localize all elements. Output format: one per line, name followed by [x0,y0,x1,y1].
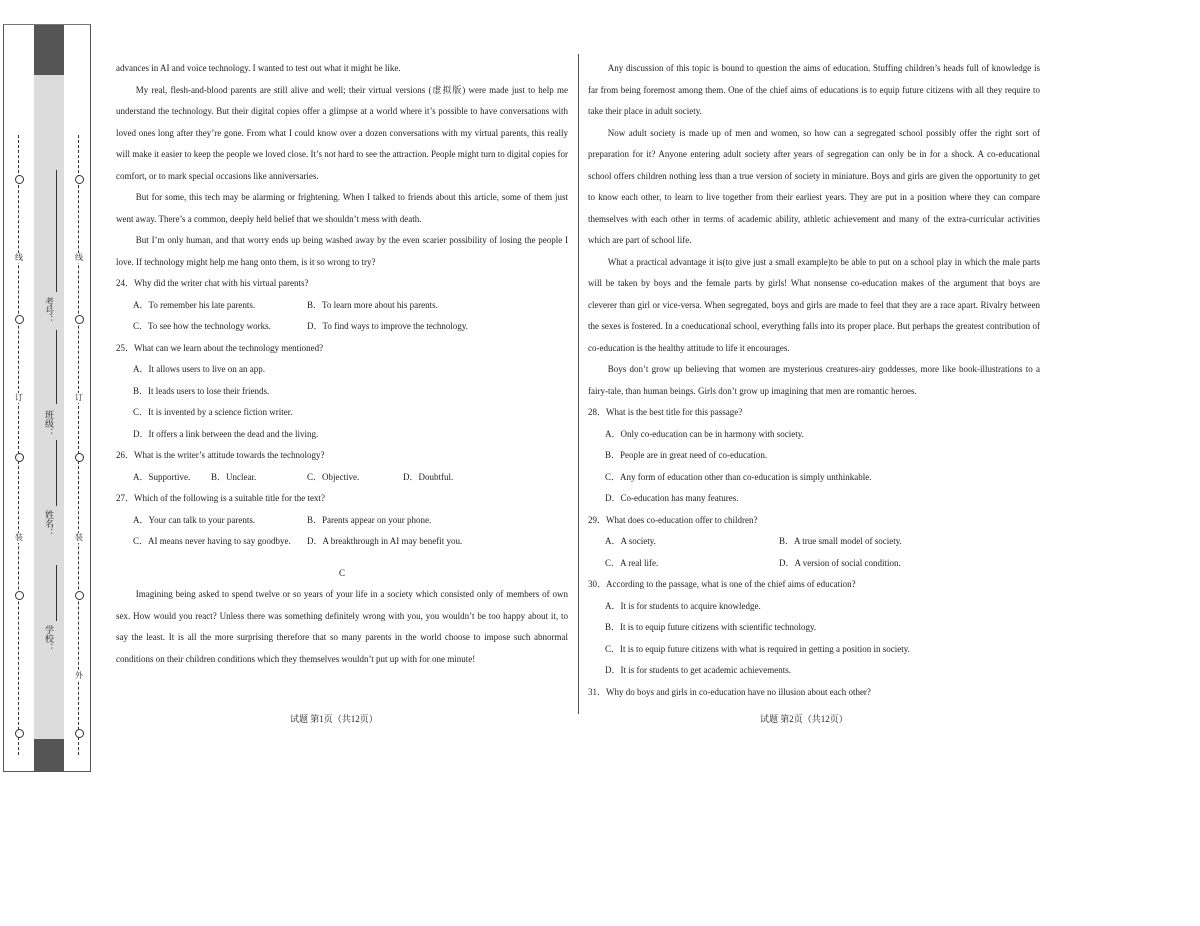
field-name-label: 姓名： [43,510,53,537]
option-row [588,553,1040,575]
binding-gray-band [34,25,64,771]
option-a[interactable]: A．A society. [605,536,656,546]
question-stem: 28．What is the best title for this passage? [588,407,743,417]
option-a[interactable]: A．It is for students to acquire knowledge. [605,600,761,611]
cut-mark [15,591,24,600]
page-footer-right: 试题 第2页（共12页） [760,714,848,724]
question-stem: 27．Which of the following is a suitable title for the text? [116,493,325,503]
option-d[interactable]: D．A breakthrough in AI may benefit you. [307,536,463,546]
cut-mark [75,453,84,462]
passage-paragraph: Boys don’t grow up believing that women are mysterious creatures-airy goddesses, more like book-illustrations to a fairy-tale, than human beings. Girls don’t grow up imagining that men are romantic heroes. [588,364,1040,396]
option-d[interactable]: D．Doubtful. [403,471,454,482]
cut-mark [75,591,84,600]
passage-paragraph: But I’m only human, and that worry ends up being washed away by the even scarier possibility of losing the people I love. If technology might help me hang onto them, is it so wrong to try? [116,235,568,267]
cut-mark: 订 [15,393,23,402]
option-c[interactable]: C．A real life. [605,557,659,568]
field-class-line [56,330,57,404]
option-b[interactable]: B．It leads users to lose their friends. [133,385,270,396]
cut-mark: 线 [75,253,83,262]
option-b[interactable]: B．People are in great need of co-education. [605,450,768,460]
cut-mark [15,729,24,738]
option-row [116,531,568,553]
cut-mark: 装 [75,533,83,542]
cut-mark: 订 [75,393,83,402]
cut-mark: 装 [15,533,23,542]
cut-mark [15,453,24,462]
question-stem: 31．Why do boys and girls in co-education have no illusion about each other? [588,686,871,697]
field-id-line [56,170,57,292]
question-stem: 24．Why did the writer chat with his virtual parents? [116,278,309,288]
option-row [588,531,1040,553]
field-class-label: 班级： [43,410,53,437]
passage-paragraph: Any discussion of this topic is bound to question the aims of education. Stuffing children’s heads full of knowledge is far from being foremost among them. One of the chief aims of educations is to equip future citizens with all they require to take their place in adult society. [588,63,1040,116]
option-b[interactable]: B．To learn more about his parents. [307,299,438,310]
column-divider [578,54,579,714]
option-d[interactable]: D．It offers a link between the dead and the living. [133,428,319,439]
cut-mark: 外 [75,671,83,680]
option-row [116,316,568,338]
passage-paragraph: My real, flesh-and-blood parents are still alive and well; their virtual versions (虚拟版) were made just to help me understand the technology. But their digital copies offer a glimpse at a world where it’s possible to have conversations with loved ones long after they’re gone. From what I could know over a dozen conversations with my virtual parents, this really will make it easier to keep the people we loved close. It’s not hard to see the attraction. People might turn to digital copies for comfort, or to mark special occasions like anniversaries. [116,84,568,181]
passage-paragraph: Imagining being asked to spend twelve or so years of your life in a society which consisted only of members of own sex. How would you react? Unless there was something definitely wrong with you, you wouldn’t be too happy about it, to say the least. It is all the more surprising therefore that so many parents in the world choose to impose such abnormal conditions on their children conditions which they themselves wouldn’t put up with for one minute! [116,589,568,664]
cut-mark [75,315,84,324]
option-a[interactable]: A．Your can talk to your parents. [133,514,256,525]
question-stem: 29．What does co-education offer to children? [588,514,758,525]
option-a[interactable]: A．Supportive. [133,471,191,482]
option-row [116,467,568,489]
option-b[interactable]: B．It is to equip future citizens with scientific technology. [605,622,817,632]
option-a[interactable]: A．It allows users to live on an app. [133,364,265,374]
option-b[interactable]: B．Unclear. [211,471,257,482]
field-school-line [56,565,57,621]
right-column [588,58,1040,703]
question-stem: 26．What is the writer’s attitude towards the technology? [116,450,325,460]
option-d[interactable]: D．Co-education has many features. [605,493,739,503]
option-d[interactable]: D．A version of social condition. [779,557,901,568]
option-a[interactable]: A．To remember his late parents. [133,299,256,310]
field-name-line [56,440,57,506]
passage-paragraph: advances in AI and voice technology. I wanted to test out what it might be like. [116,63,401,73]
question-stem: 30．According to the passage, what is one of the chief aims of education? [588,579,856,589]
option-c[interactable]: C．It is to equip future citizens with what is required in getting a position in society. [605,643,910,654]
option-c[interactable]: C．It is invented by a science fiction writer. [133,407,293,417]
passage-paragraph: But for some, this tech may be alarming or frightening. When I talked to friends about this article, some of them just went away. There’s a common, deeply held belief that we shouldn’t mess with death. [116,192,568,224]
option-c[interactable]: C．To see how the technology works. [133,321,271,331]
option-d[interactable]: D．It is for students to get academic achievements. [605,665,791,675]
option-b[interactable]: B．Parents appear on your phone. [307,514,432,525]
cut-mark: 线 [15,253,23,262]
cut-mark [15,175,24,184]
field-id-label: 考号： [43,297,53,324]
page-footer-left: 试题 第1页（共12页） [290,714,378,724]
option-a[interactable]: A．Only co-education can be in harmony with society. [605,428,804,439]
passage-paragraph: What a practical advantage it is(to give just a small example)to be able to put on a school play in which the male parts will be taken by boys and the female parts by girls! What nonsense co-education makes of the argument that boys are cleverer than girl or vice-versa. When segregated, boys and girls are made to feel that they are a race apart. Rivalry between the sexes is fostered. In a coeducational school, everything falls into its proper place. But perhaps the greatest contribution of co-education is the healthy attitude to life it encourages. [588,256,1040,353]
section-heading: C [338,567,345,578]
field-school-label: 学校： [43,625,53,652]
cut-mark [15,315,24,324]
option-b[interactable]: B．A true small model of society. [779,536,902,546]
option-c[interactable]: C．Any form of education other than co-education is simply unthinkable. [605,471,872,482]
binding-cap-top [34,25,64,75]
left-column [116,58,568,670]
cut-mark [75,729,84,738]
option-c[interactable]: C．AI means never having to say goodbye. [133,536,291,546]
option-d[interactable]: D．To find ways to improve the technology. [307,321,469,331]
option-row [116,510,568,532]
binding-strip [3,24,91,772]
cut-mark [75,175,84,184]
passage-paragraph: Now adult society is made up of men and women, so how can a segregated school possibly offer the right sort of preparation for it? Anyone entering adult society after years of segregation can only be in for a shock. A co-educational school offers children nothing less than a true version of society in miniature. Boys and girls are given the opportunity to get to know each other, to learn to live together from their earliest years. They are put in a position where they can compare themselves with each other in terms of academic ability, athletic achievement and many of the extra-curricular activities which are part of school life. [588,127,1040,245]
cut-line-left [14,135,24,755]
cut-line-right [74,135,84,755]
option-row [116,295,568,317]
question-stem: 25．What can we learn about the technology mentioned? [116,342,324,353]
option-c[interactable]: C．Objective. [307,471,360,482]
binding-cap-bottom [34,739,64,771]
